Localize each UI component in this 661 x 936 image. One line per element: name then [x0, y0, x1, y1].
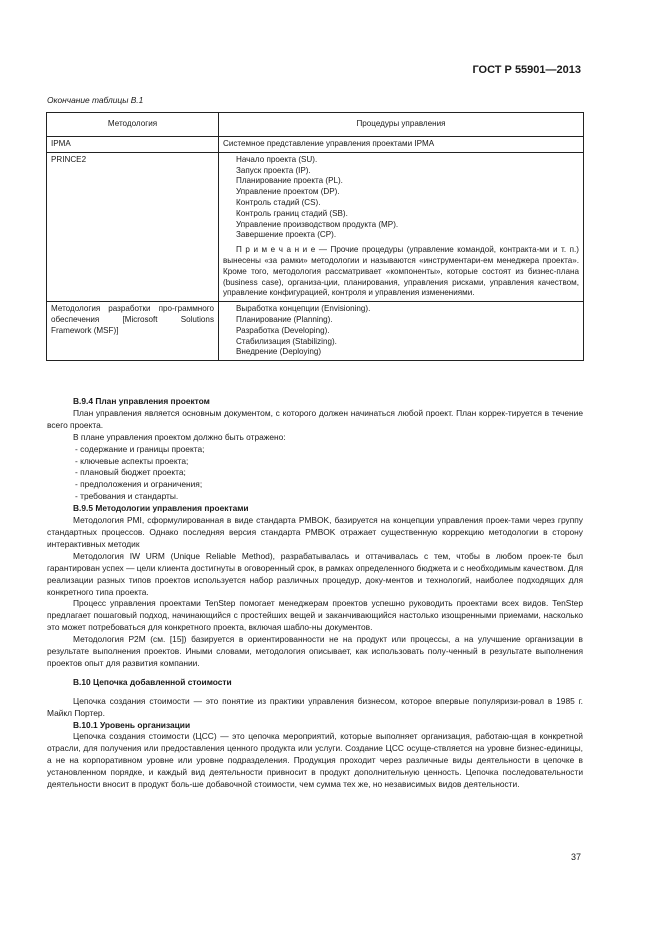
procedure-item: Контроль стадий (CS).: [236, 197, 321, 207]
procedure-item: Контроль границ стадий (SB).: [236, 208, 348, 218]
procedure-item: Стабилизация (Stabilizing).: [236, 336, 337, 346]
table-row: [47, 152, 584, 301]
note-text: — Прочие процедуры (управление командой, контракта-ми и т. п.) вынесены «за рамки» методологии и называются «инструментари-ем менеджера проекта». Кроме того, методология рассматривает «компоненты», которые состоят из бизнес-плана (business case), организа-ции, планирования, управления рисками, управления качеством, управление конфигурацией, контроля и управления изменениями.: [223, 245, 579, 298]
paragraph: Методология PMI, сформулированная в виде стандарта PMBOK, базируется на концепции управления проек-тами через группу стандартных процессов. Однако последняя версия стандарта PMBOK отражает существенную коррекцию методологии в сторону интерактивных методик: [47, 515, 583, 549]
list-item: - плановый бюджет проекта;: [75, 467, 186, 478]
table-row: [47, 137, 584, 153]
procedure-item: Запуск проекта (IP).: [236, 165, 311, 175]
procedure-item: Планирование проекта (PL).: [236, 176, 343, 186]
page-number: 37: [570, 852, 581, 862]
list-item: - ключевые аспекты проекта;: [75, 455, 189, 466]
procedure-item: Планирование (Planning).: [236, 314, 333, 324]
list-item: - предположения и ограничения;: [75, 479, 203, 490]
list-item: - требования и стандарты.: [75, 491, 179, 502]
procedures-cell: Системное представление управления проектами IPMA: [219, 137, 584, 153]
list-item: - содержание и границы проекта;: [75, 443, 205, 454]
procedure-item: Выработка концепции (Envisioning).: [236, 304, 371, 314]
note-label: П р и м е ч а н и е: [236, 245, 316, 255]
method-cell: PRINCE2: [47, 152, 219, 301]
document-body: [47, 396, 583, 791]
method-cell: Методология разработки про-граммного обеспечения [Microsoft Solutions Framework (MSF)]: [47, 302, 219, 361]
procedure-item: Начало проекта (SU).: [236, 154, 318, 164]
column-header-procedures: Процедуры управления: [219, 113, 584, 137]
table-caption: Окончание таблицы B.1: [47, 95, 144, 105]
paragraph: План управления является основным документом, с которого должен начинаться любой проект. План коррек-тируется в течение всего проекта.: [47, 407, 583, 430]
section-heading: B.9.4 План управления проектом: [73, 396, 210, 406]
method-cell: IPMA: [47, 137, 219, 153]
paragraph: В плане управления проектом должно быть отражено:: [73, 431, 286, 442]
section-heading: B.10 Цепочка добавленной стоимости: [73, 676, 232, 687]
paragraph: Цепочка создания стоимости (ЦСС) — это цепочка мероприятий, которые выполняет организация, работаю-щая в конкретной отрасли, для получения или предоставления ценного продукта или услуги. Создание ЦСС осуще-ствляется на уровне бизнес-единицы, а не на корпоративном уровне или уровне подразделения. Продукция проходит через различные виды деятельности в цепочке в установленном порядке, и каждый вид деятельности привносит в продукт дополнительную ценность. Цепочка последовательности деятельности вносит в продукт боль-ше добавочной стоимости, чем сумма тех же, но независимых видов деятельности.: [47, 731, 583, 790]
procedure-item: Управление производством продукта (MP).: [236, 219, 399, 229]
column-header-methodology: Методология: [47, 113, 219, 137]
procedure-item: Внедрение (Deploying): [236, 347, 322, 357]
procedure-item: Разработка (Developing).: [236, 325, 330, 335]
procedures-cell: [219, 152, 584, 301]
procedure-item: Завершение проекта (CP).: [236, 230, 337, 240]
paragraph: Цепочка создания стоимости — это понятие из практики управления бизнесом, которое впервые популяризи-ровал в 1985 г. Майкл Портер.: [47, 695, 583, 718]
section-heading: B.10.1 Уровень организации: [73, 719, 191, 730]
paragraph: Процесс управления проектами TenStep помогает менеджерам проектов успешно руководить проектами всех видов. TenStep предлагает пошаговый подход, начинающийся с простейших вещей и заканчивающийся настолько изощренными приемами, насколько это может потребоваться для конкретного проекта, включая шабло-ны документов.: [47, 598, 583, 633]
paragraph: Методология IW URM (Unique Reliable Method), разрабатывалась и оттачивалась с тем, чтобы в любом проек-те был гарантирован успех — цели клиента достигнуты в оговоренный срок, в рамках определенного бюджета и с необходимым качеством. Для реализации разных типов проектов используется набор различных процедур, доку-ментов и технологий, наиболее подходящих для конкретного типа проекта.: [47, 550, 583, 597]
table-header-row: [47, 113, 584, 137]
table-note: [223, 245, 579, 299]
table-row: [47, 302, 584, 361]
section-heading: B.9.5 Методологии управления проектами: [73, 503, 249, 514]
standard-header: ГОСТ Р 55901—2013: [472, 64, 581, 76]
methodology-table: [46, 112, 584, 361]
procedure-item: Управление проектом (DP).: [236, 187, 340, 197]
paragraph: Методология P2M (см. [15]) базируется в ориентированности не на продукт или процессы, а на улучшение организации в результате выполнения проектов. Иными словами, методология описывает, как использовать полу-ченный в результате выполнения проектов опыт для развития компании.: [47, 634, 583, 668]
procedures-cell: [219, 302, 584, 361]
